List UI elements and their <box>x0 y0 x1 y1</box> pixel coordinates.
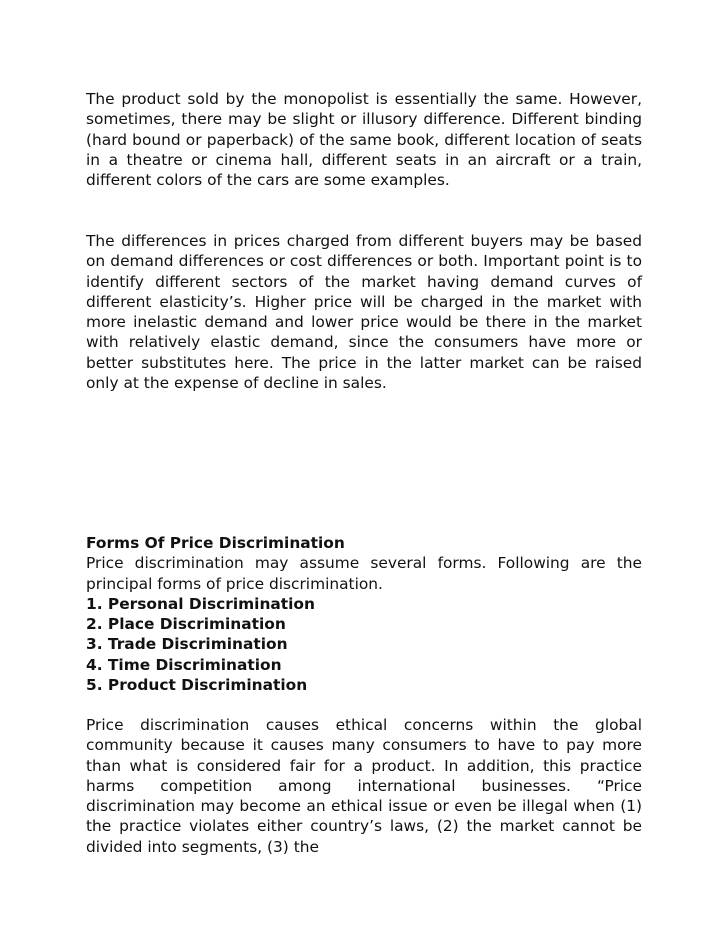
list-item-trade: 3. Trade Discrimination <box>86 635 288 654</box>
list-item-place: 2. Place Discrimination <box>86 615 286 634</box>
section-heading: Forms Of Price Discrimination <box>86 534 345 552</box>
paragraph-price-differences <box>86 231 642 393</box>
list-item-product: 5. Product Discrimination <box>86 676 308 695</box>
list-item-time: 4. Time Discrimination <box>86 655 282 674</box>
section-intro: Price discrimination may assume several forms. Following are the principal forms of price discrimination. <box>86 554 642 593</box>
paragraph-text: The product sold by the monopolist is essentially the same. However, sometimes, there may be slight or illusory difference. Different binding (hard bound or paperback) of the same book, different location of seats in a theatre or cinema hall, different seats in an aircraft or a train, different colors of the cars are some examples. <box>86 90 642 190</box>
forms-section <box>86 533 642 695</box>
list-item-personal: 1. Personal Discrimination <box>86 594 315 613</box>
paragraph-product-differences <box>86 89 642 190</box>
paragraph-text: The differences in prices charged from different buyers may be based on demand differences or cost differences or both. Important point is to identify different sectors of the market having demand curves of different elasticity’s. Higher price will be charged in the market with more inelastic demand and lower price would be there in the market with relatively elastic demand, since the consumers have more or better substitutes here. The price in the latter market can be raised only at the expense of decline in sales. <box>86 232 642 393</box>
paragraph-ethical-concerns <box>86 715 642 857</box>
paragraph-text: Price discrimination causes ethical concerns within the global community because it causes many consumers to have to pay more than what is considered fair for a product. In addition, this practice harms competition among international businesses. “Price discrimination may become an ethical issue or even be illegal when (1) the practice violates either country’s laws, (2) the market cannot be divided into segments, (3) the <box>86 716 642 856</box>
